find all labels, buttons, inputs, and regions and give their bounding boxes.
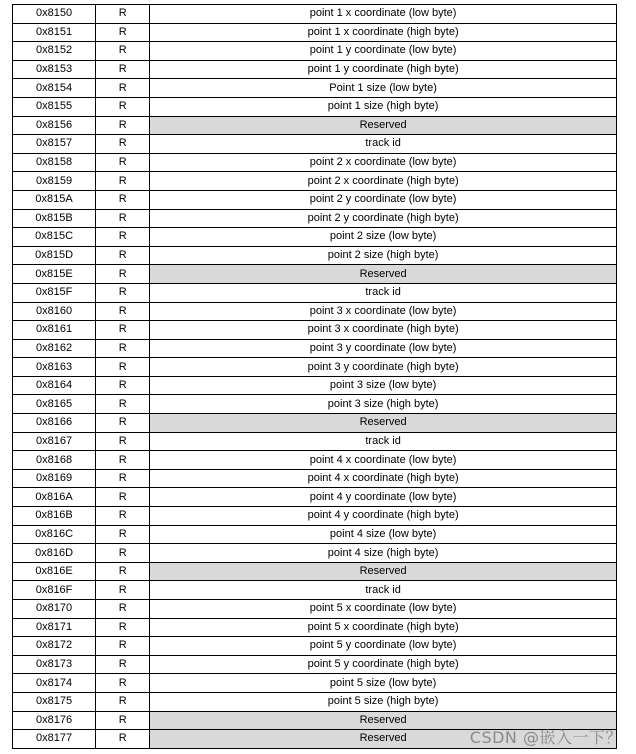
- register-description: point 4 x coordinate (high byte): [150, 469, 617, 488]
- table-row: [13, 265, 617, 284]
- register-address: 0x8150: [13, 5, 96, 24]
- register-address: 0x8173: [13, 655, 96, 674]
- register-access: R: [96, 618, 150, 637]
- register-access: R: [96, 730, 150, 749]
- register-access: R: [96, 190, 150, 209]
- register-description: point 2 x coordinate (high byte): [150, 172, 617, 191]
- register-description: point 2 size (low byte): [150, 228, 617, 247]
- register-address: 0x816B: [13, 507, 96, 526]
- register-address: 0x816E: [13, 562, 96, 581]
- table-row: [13, 451, 617, 470]
- register-access: R: [96, 42, 150, 61]
- register-access: R: [96, 172, 150, 191]
- register-description: point 5 size (low byte): [150, 674, 617, 693]
- register-address: 0x8159: [13, 172, 96, 191]
- table-row: [13, 339, 617, 358]
- register-access: R: [96, 60, 150, 79]
- register-description: point 1 y coordinate (high byte): [150, 60, 617, 79]
- table-row: [13, 23, 617, 42]
- register-address: 0x8155: [13, 97, 96, 116]
- register-access: R: [96, 432, 150, 451]
- table-row: [13, 209, 617, 228]
- register-address: 0x8166: [13, 414, 96, 433]
- register-address: 0x8160: [13, 302, 96, 321]
- register-description: point 1 y coordinate (low byte): [150, 42, 617, 61]
- register-address: 0x8175: [13, 692, 96, 711]
- register-description: point 5 y coordinate (high byte): [150, 655, 617, 674]
- register-access: R: [96, 246, 150, 265]
- table-row: [13, 618, 617, 637]
- register-access: R: [96, 600, 150, 619]
- table-row: [13, 432, 617, 451]
- register-address: 0x8152: [13, 42, 96, 61]
- register-access: R: [96, 711, 150, 730]
- table-row: [13, 358, 617, 377]
- register-description: point 5 size (high byte): [150, 692, 617, 711]
- register-address: 0x8154: [13, 79, 96, 98]
- register-table-body: [13, 5, 617, 749]
- register-access: R: [96, 488, 150, 507]
- register-description: Point 1 size (low byte): [150, 79, 617, 98]
- register-description: point 1 x coordinate (high byte): [150, 23, 617, 42]
- register-description: point 3 y coordinate (low byte): [150, 339, 617, 358]
- register-access: R: [96, 376, 150, 395]
- table-row: [13, 153, 617, 172]
- table-row: [13, 562, 617, 581]
- table-row: [13, 228, 617, 247]
- register-access: R: [96, 135, 150, 154]
- register-description: point 3 x coordinate (high byte): [150, 321, 617, 340]
- register-access: R: [96, 544, 150, 563]
- register-description: point 2 y coordinate (high byte): [150, 209, 617, 228]
- table-row: [13, 42, 617, 61]
- register-description: point 3 size (high byte): [150, 395, 617, 414]
- register-access: R: [96, 674, 150, 693]
- register-address: 0x8169: [13, 469, 96, 488]
- table-row: [13, 5, 617, 24]
- register-description: point 4 y coordinate (high byte): [150, 507, 617, 526]
- register-access: R: [96, 228, 150, 247]
- register-access: R: [96, 209, 150, 228]
- table-row: [13, 376, 617, 395]
- register-address: 0x8158: [13, 153, 96, 172]
- register-access: R: [96, 451, 150, 470]
- register-address: 0x815B: [13, 209, 96, 228]
- register-access: R: [96, 525, 150, 544]
- register-address: 0x8165: [13, 395, 96, 414]
- table-row: [13, 637, 617, 656]
- register-address: 0x8151: [13, 23, 96, 42]
- register-access: R: [96, 692, 150, 711]
- table-row: [13, 79, 617, 98]
- register-access: R: [96, 79, 150, 98]
- register-description: Reserved: [150, 265, 617, 284]
- register-access: R: [96, 395, 150, 414]
- register-address: 0x816F: [13, 581, 96, 600]
- register-description: point 1 x coordinate (low byte): [150, 5, 617, 24]
- register-description: point 4 x coordinate (low byte): [150, 451, 617, 470]
- register-table: [12, 4, 617, 749]
- table-row: [13, 692, 617, 711]
- table-row: [13, 172, 617, 191]
- register-description: point 1 size (high byte): [150, 97, 617, 116]
- watermark: CSDN @嵌入一下？: [469, 728, 622, 747]
- register-description: track id: [150, 283, 617, 302]
- register-description: track id: [150, 432, 617, 451]
- table-row: [13, 135, 617, 154]
- register-address: 0x815A: [13, 190, 96, 209]
- register-address: 0x8176: [13, 711, 96, 730]
- register-access: R: [96, 283, 150, 302]
- register-address: 0x8162: [13, 339, 96, 358]
- register-description: Reserved: [150, 116, 617, 135]
- table-row: [13, 525, 617, 544]
- register-access: R: [96, 23, 150, 42]
- register-access: R: [96, 339, 150, 358]
- register-address: 0x8153: [13, 60, 96, 79]
- table-row: [13, 116, 617, 135]
- table-row: [13, 97, 617, 116]
- register-access: R: [96, 302, 150, 321]
- register-address: 0x8168: [13, 451, 96, 470]
- register-description: point 5 x coordinate (high byte): [150, 618, 617, 637]
- register-access: R: [96, 97, 150, 116]
- table-row: [13, 469, 617, 488]
- register-access: R: [96, 469, 150, 488]
- register-description: Reserved: [150, 562, 617, 581]
- register-description: point 5 x coordinate (low byte): [150, 600, 617, 619]
- register-address: 0x8163: [13, 358, 96, 377]
- table-row: [13, 302, 617, 321]
- register-description: point 5 y coordinate (low byte): [150, 637, 617, 656]
- table-row: [13, 246, 617, 265]
- table-row: [13, 544, 617, 563]
- register-address: 0x816A: [13, 488, 96, 507]
- register-address: 0x815C: [13, 228, 96, 247]
- register-description: point 3 size (low byte): [150, 376, 617, 395]
- table-row: [13, 655, 617, 674]
- register-address: 0x8172: [13, 637, 96, 656]
- table-row: [13, 581, 617, 600]
- register-address: 0x8170: [13, 600, 96, 619]
- register-description: track id: [150, 135, 617, 154]
- register-access: R: [96, 116, 150, 135]
- register-address: 0x8174: [13, 674, 96, 693]
- register-address: 0x816C: [13, 525, 96, 544]
- table-row: [13, 488, 617, 507]
- register-description: point 3 x coordinate (low byte): [150, 302, 617, 321]
- table-row: [13, 60, 617, 79]
- register-address: 0x816D: [13, 544, 96, 563]
- register-description: point 2 size (high byte): [150, 246, 617, 265]
- register-access: R: [96, 562, 150, 581]
- register-address: 0x8177: [13, 730, 96, 749]
- register-description: point 4 y coordinate (low byte): [150, 488, 617, 507]
- register-access: R: [96, 655, 150, 674]
- register-address: 0x8167: [13, 432, 96, 451]
- register-access: R: [96, 153, 150, 172]
- table-row: [13, 414, 617, 433]
- register-description: point 2 x coordinate (low byte): [150, 153, 617, 172]
- table-row: [13, 674, 617, 693]
- register-address: 0x8164: [13, 376, 96, 395]
- table-row: [13, 395, 617, 414]
- register-description: Reserved: [150, 414, 617, 433]
- register-address: 0x8157: [13, 135, 96, 154]
- register-description: point 4 size (high byte): [150, 544, 617, 563]
- register-description: point 2 y coordinate (low byte): [150, 190, 617, 209]
- register-address: 0x8156: [13, 116, 96, 135]
- table-row: [13, 190, 617, 209]
- register-description: Reserved: [150, 730, 617, 749]
- register-access: R: [96, 5, 150, 24]
- table-row: [13, 321, 617, 340]
- register-access: R: [96, 321, 150, 340]
- register-description: Reserved: [150, 711, 617, 730]
- table-row: [13, 600, 617, 619]
- register-description: point 3 y coordinate (high byte): [150, 358, 617, 377]
- register-access: R: [96, 581, 150, 600]
- register-description: point 4 size (low byte): [150, 525, 617, 544]
- table-row: [13, 507, 617, 526]
- register-address: 0x8161: [13, 321, 96, 340]
- register-access: R: [96, 358, 150, 377]
- register-access: R: [96, 265, 150, 284]
- table-row: [13, 283, 617, 302]
- register-access: R: [96, 507, 150, 526]
- register-address: 0x8171: [13, 618, 96, 637]
- register-access: R: [96, 414, 150, 433]
- register-address: 0x815F: [13, 283, 96, 302]
- register-address: 0x815E: [13, 265, 96, 284]
- register-description: track id: [150, 581, 617, 600]
- register-address: 0x815D: [13, 246, 96, 265]
- register-access: R: [96, 637, 150, 656]
